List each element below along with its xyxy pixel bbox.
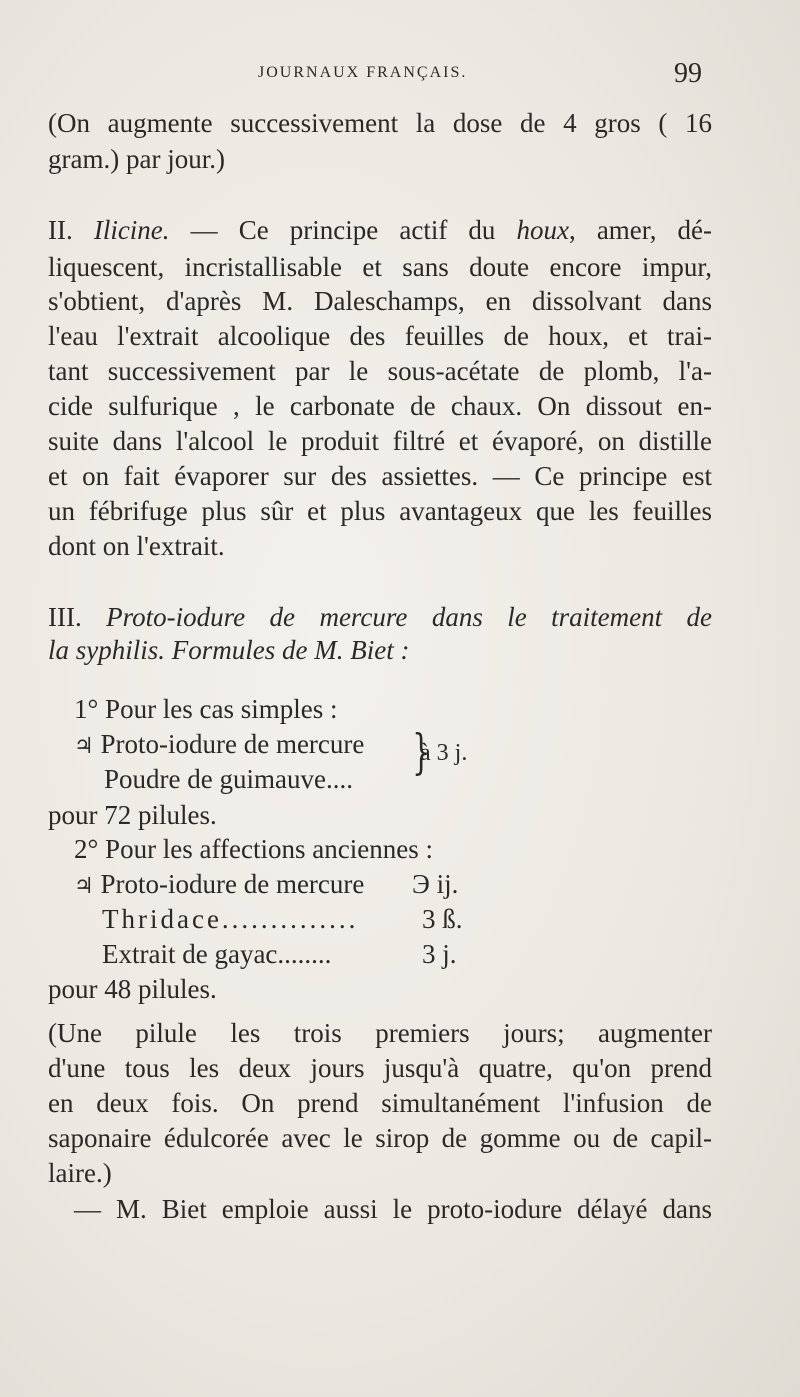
section-2-heading-line	[48, 213, 712, 247]
text-line: d'une tous les deux jours jusqu'à quatre, qu'on prend	[48, 1053, 712, 1083]
section-title: Ilicine.	[93, 215, 170, 245]
dose: à 3 j.	[420, 740, 468, 766]
text-line: s'obtient, d'après M. Daleschamps, en dissolvant dans	[48, 286, 712, 316]
text-line: — M. Biet emploie aussi le proto-iodure délayé dans	[74, 1194, 712, 1224]
formula-2-item: Thridace..............	[102, 904, 359, 934]
formula-2-item	[74, 867, 364, 904]
formula-2-item: Extrait de gayac........	[102, 939, 332, 969]
brace-icon: }	[412, 724, 431, 780]
ingredient: Proto-iodure de mercure	[100, 729, 365, 759]
section-title: Proto-iodure de mercure dans le traitement de	[106, 602, 713, 632]
recipe-symbol-icon: ♃	[74, 734, 94, 759]
formula-1-heading: 1° Pour les cas simples :	[74, 694, 338, 724]
formula-2-heading: 2° Pour les affections anciennes :	[74, 834, 433, 864]
text-line: saponaire édulcorée avec le sirop de gomme ou de capil-	[48, 1123, 712, 1153]
text-line: laire.)	[48, 1158, 112, 1188]
text-fragment: — Ce principe actif du	[190, 215, 496, 245]
ingredient: Proto-iodure de mercure	[100, 869, 365, 899]
section-number: II.	[48, 215, 73, 245]
text-line: tant successivement par le sous-acétate de plomb, l'a-	[48, 356, 712, 386]
text-line: pour 48 pilules.	[48, 974, 217, 1004]
text-line: un fébrifuge plus sûr et plus avantageux que les feuilles	[48, 496, 712, 526]
text-line: liquescent, incristallisable et sans doute encore impur,	[48, 252, 712, 282]
page-number: 99	[674, 58, 702, 89]
text-line: l'eau l'extrait alcoolique des feuilles de houx, et trai-	[48, 321, 712, 351]
dose: 3 j.	[422, 939, 457, 969]
text-fragment: , amer, dé-	[568, 215, 713, 245]
text-line	[48, 633, 409, 667]
formula-1-item	[74, 727, 364, 764]
text-line: et on fait évaporer sur des assiettes. — Ce principe est	[48, 461, 712, 491]
text-line: dont on l'extrait.	[48, 531, 225, 561]
section-title-cont: la syphilis. Formules de M. Biet :	[48, 635, 410, 665]
formula-1-item: Poudre de guimauve....	[104, 764, 353, 794]
text-line: gram.) par jour.)	[48, 144, 225, 174]
text-line: (Une pilule les trois premiers jours; augmenter	[48, 1018, 712, 1048]
text-line: pour 72 pilules.	[48, 800, 217, 830]
running-header: JOURNAUX FRANÇAIS.	[258, 64, 468, 81]
text-line: en deux fois. On prend simultanément l'infusion de	[48, 1088, 712, 1118]
italic-term: houx	[516, 215, 569, 245]
text-line: cide sulfurique , le carbonate de chaux. On dissout en-	[48, 391, 712, 421]
recipe-symbol-icon: ♃	[74, 874, 94, 899]
text-line: (On augmente successivement la dose de 4 gros ( 16	[48, 108, 712, 138]
section-number: III.	[48, 602, 82, 632]
section-3-heading-line	[48, 600, 712, 634]
text-line: suite dans l'alcool le produit filtré et évaporé, on distille	[48, 426, 712, 456]
dose: Э ij.	[412, 869, 459, 899]
dose: 3 ß.	[422, 904, 463, 934]
